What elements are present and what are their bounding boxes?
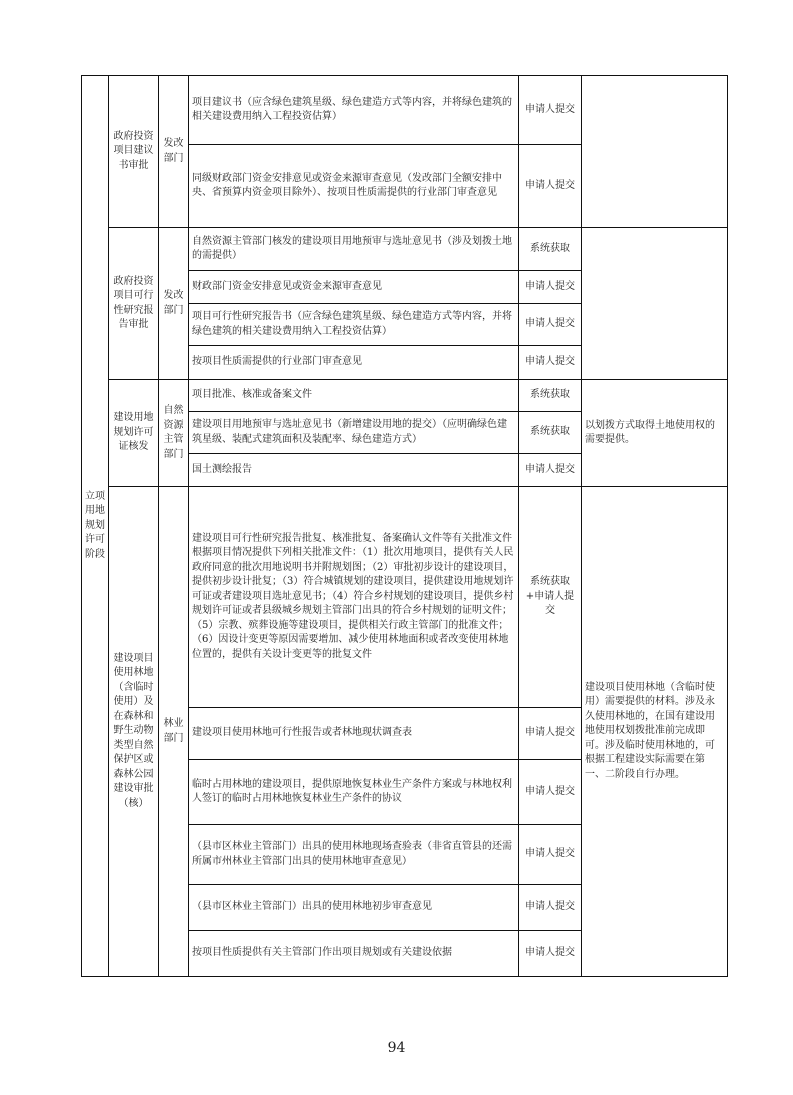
note-cell [582,228,728,380]
page-number: 94 [387,1040,406,1056]
material-cell: 建设项目可行性研究报告批复、核准批复、备案确认文件等有关批准文件根据项目情况提供下列相关批准文件：（1）批次用地项目，提供有关人民政府同意的批次用地说明书并附规划图；（2）审批初步设计的建设项目，提供初步设计批复；（3）符合城镇规划的建设项目，提供建设用地规划许可证或者建设项目选址意见书；（4）符合乡村规划的建设项目，提供乡村规划许可证或者县级城乡规划主管部门出具的符合乡村规划的证明文件；（5）宗教、殡葬设施等建设项目，提供相关行政主管部门的批准文件；（6）因设计变更等原因需要增加、减少使用林地面积或者改变使用林地位置的，提供有关设计变更等的批复文件 [189,487,519,708]
dept-cell: 发改部门 [159,76,189,228]
material-cell: 自然资源主管部门核发的建设项目用地预审与选址意见书（涉及划拨土地的需提供） [189,228,519,271]
source-cell: 申请人提交 [519,825,582,885]
material-cell: 项目可行性研究报告书（应含绿色建筑星级、绿色建造方式等内容，并将绿色建筑的相关建设费用纳入工程投资估算） [189,304,519,346]
source-cell: 系统获取 [519,228,582,271]
source-cell: 系统获取 [519,412,582,454]
source-cell: 申请人提交 [519,145,582,228]
note-cell: 建设项目使用林地（含临时使用）需要提供的材料。涉及永久使用林地的，在国有建设用地使用权划拨批准前完成即可。涉及临时使用林地的，可根据工程建设实际需要在第一、二阶段自行办理。 [582,487,728,977]
source-cell: 申请人提交 [519,346,582,380]
dept-cell: 发改部门 [159,228,189,380]
source-cell: 申请人提交 [519,931,582,977]
material-cell: 建设项目使用林地可行性报告或者林地现状调查表 [189,708,519,760]
material-cell: 按项目性质提供有关主管部门作出项目规划或有关建设依据 [189,931,519,977]
material-cell: 国土测绘报告 [189,454,519,487]
material-cell: （县市区林业主管部门）出具的使用林地现场查验表（非省直管县的还需所属市州林业主管部门出具的使用林地审查意见） [189,825,519,885]
material-cell: 同级财政部门资金安排意见或资金来源审查意见（发改部门全额安排中央、省预算内资金项目除外）、按项目性质需提供的行业部门审查意见 [189,145,519,228]
source-cell: 申请人提交 [519,708,582,760]
material-cell: 项目建议书（应含绿色建筑星级、绿色建造方式等内容，并将绿色建筑的相关建设费用纳入工程投资估算） [189,76,519,145]
stage-cell: 立项用地规划许可阶段 [82,76,109,977]
source-cell: 系统获取+申请人提交 [519,487,582,708]
table-row [82,380,728,412]
material-cell: 建设项目用地预审与选址意见书（新增建设用地的提交）（应明确绿色建筑星级、装配式建筑面积及装配率、绿色建造方式） [189,412,519,454]
table-row [82,228,728,271]
materials-table [81,75,728,977]
dept-cell: 自然资源主管部门 [159,380,189,487]
source-cell: 申请人提交 [519,76,582,145]
material-cell: 财政部门资金安排意见或资金来源审查意见 [189,271,519,304]
group-name-cell: 建设用地规划许可证核发 [109,380,159,487]
source-cell: 申请人提交 [519,760,582,825]
table-row [82,76,728,145]
group-name-cell: 政府投资项目建议书审批 [109,76,159,228]
source-cell: 申请人提交 [519,885,582,931]
source-cell: 系统获取 [519,380,582,412]
group-name-cell: 建设项目使用林地（含临时使用）及在森林和野生动物类型自然保护区或森林公园建设审批（核） [109,487,159,977]
group-name-cell: 政府投资项目可行性研究报告审批 [109,228,159,380]
table-row [82,487,728,708]
note-cell: 以划拨方式取得土地使用权的需要提供。 [582,380,728,487]
note-cell [582,76,728,228]
source-cell: 申请人提交 [519,454,582,487]
dept-cell: 林业部门 [159,487,189,977]
material-cell: 临时占用林地的建设项目，提供原地恢复林业生产条件方案或与林地权利人签订的临时占用林地恢复林业生产条件的协议 [189,760,519,825]
material-cell: 项目批准、核准或备案文件 [189,380,519,412]
material-cell: 按项目性质需提供的行业部门审查意见 [189,346,519,380]
source-cell: 申请人提交 [519,304,582,346]
material-cell: （县市区林业主管部门）出具的使用林地初步审查意见 [189,885,519,931]
source-cell: 申请人提交 [519,271,582,304]
